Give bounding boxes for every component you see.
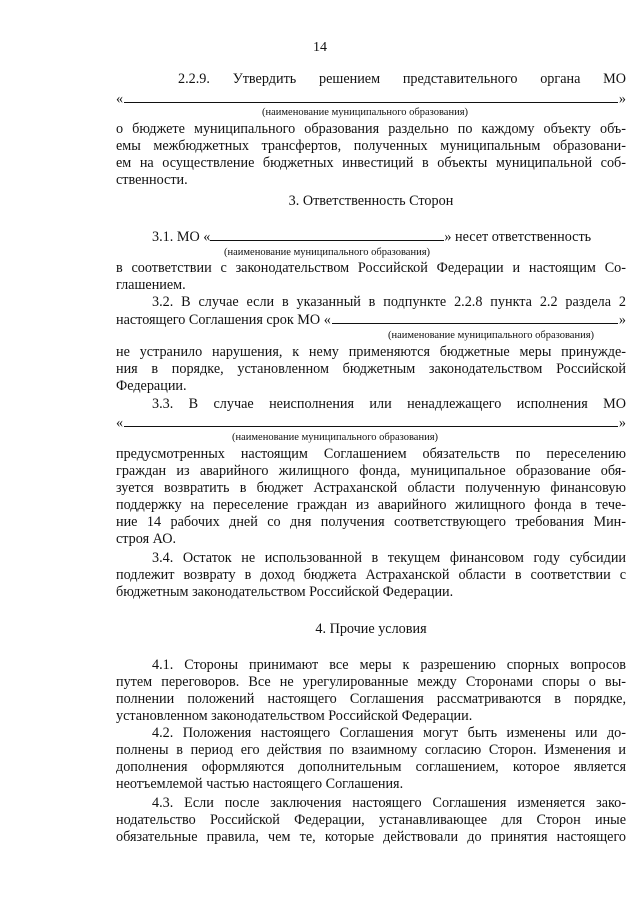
p43-line2: нодательство Российской Федерации, устанавливающее для Сторон иные bbox=[116, 812, 626, 828]
p34-line2: подлежит возврату в доход бюджета Астраханской области в соответствии с bbox=[116, 567, 626, 583]
p32-line2: настоящего Соглашения срок МО « » bbox=[116, 312, 626, 328]
p43-line1: 4.3. Если после заключения настоящего Соглашения изменяется зако- bbox=[152, 795, 626, 811]
p31-line2: в соответствии с законодательством Российской Федерации и настоящим Со- bbox=[116, 260, 626, 276]
p33-line1: 3.3. В случае неисполнения или ненадлежащего исполнения МО bbox=[152, 396, 627, 412]
p229-line4: емы межбюджетных трансфертов, полученных муниципальным образовани- bbox=[116, 138, 626, 154]
p41-line4: установленном законодательством Российской Федерации. bbox=[116, 708, 473, 724]
p32-line3: не устранило нарушения, к нему применяются бюджетные меры принужде- bbox=[116, 344, 626, 360]
p32-line1: 3.2. В случае если в указанный в подпункте 2.2.8 пункта 2.2 раздела 2 bbox=[152, 294, 626, 310]
section4-title: 4. Прочие условия bbox=[315, 621, 427, 637]
p229-blank-line: « » bbox=[116, 91, 626, 107]
municipality-name-blank[interactable] bbox=[124, 90, 618, 103]
p42-line4: неотъемлемой частью настоящего Соглашения. bbox=[116, 776, 404, 792]
p33-line3: предусмотренных настоящим Соглашением обязательств по переселению bbox=[116, 446, 626, 462]
page-number: 14 bbox=[313, 40, 327, 55]
municipality-name-blank[interactable] bbox=[124, 414, 618, 427]
p41-line3: полнении положений настоящего Соглашения рассматриваются в порядке, bbox=[116, 691, 626, 707]
p33-caption: (наименование муниципального образования) bbox=[232, 432, 439, 443]
p33-line7: ние 14 рабочих дней со дня получения соответствующего требования Мин- bbox=[116, 514, 626, 530]
p41-line2: путем переговоров. Все не урегулированные между Сторонами споры о вы- bbox=[116, 674, 626, 690]
section3-title: 3. Ответственность Сторон bbox=[288, 193, 454, 209]
p229-line5: ем на осуществление бюджетных инвестиций в объекты муниципальной соб- bbox=[116, 155, 626, 171]
p43-line3: обязательные правила, чем те, которые действовали до принятия настоящего bbox=[116, 829, 626, 845]
p229-line3: о бюджете муниципального образования раздельно по каждому объекту объ- bbox=[116, 121, 626, 137]
p34-line3: бюджетным законодательством Российской Федерации. bbox=[116, 584, 454, 600]
p229-line6: ственности. bbox=[116, 172, 188, 188]
p229-caption: (наименование муниципального образования) bbox=[262, 107, 469, 118]
p229-line1: 2.2.9. Утвердить решением представительного органа МО bbox=[178, 71, 627, 87]
p33-line6: поддержку на переселение граждан из аварийного жилищного фонда в тече- bbox=[116, 497, 626, 513]
p32-caption: (наименование муниципального образования) bbox=[388, 330, 595, 341]
p31-line3: глашением. bbox=[116, 277, 186, 293]
p31-line1: 3.1. МО « » несет ответственность bbox=[152, 229, 592, 245]
p33-line5: зуется возвратить в бюджет Астраханской области полученную финансовую bbox=[116, 480, 626, 496]
p33-line4: граждан из аварийного жилищного фонда, муниципальное образование обя- bbox=[116, 463, 626, 479]
p31-caption: (наименование муниципального образования) bbox=[224, 247, 431, 258]
p42-line2: полнены в период его действия по взаимному согласию Сторон. Изменения и bbox=[116, 742, 626, 758]
municipality-name-blank[interactable] bbox=[210, 228, 444, 241]
municipality-name-blank[interactable] bbox=[332, 311, 618, 324]
p41-line1: 4.1. Стороны принимают все меры к разрешению спорных вопросов bbox=[152, 657, 626, 673]
p42-line3: дополнения оформляются дополнительным соглашением, которое является bbox=[116, 759, 626, 775]
p32-line5: Федерации. bbox=[116, 378, 187, 394]
p33-line8: строя АО. bbox=[116, 531, 176, 547]
p33-blank-line: « » bbox=[116, 415, 626, 431]
p34-line1: 3.4. Остаток не использованной в текущем финансовом году субсидии bbox=[152, 550, 626, 566]
p32-line4: ния в порядке, установленном бюджетным законодательством Российской bbox=[116, 361, 626, 377]
p42-line1: 4.2. Положения настоящего Соглашения могут быть изменены или до- bbox=[152, 725, 626, 741]
